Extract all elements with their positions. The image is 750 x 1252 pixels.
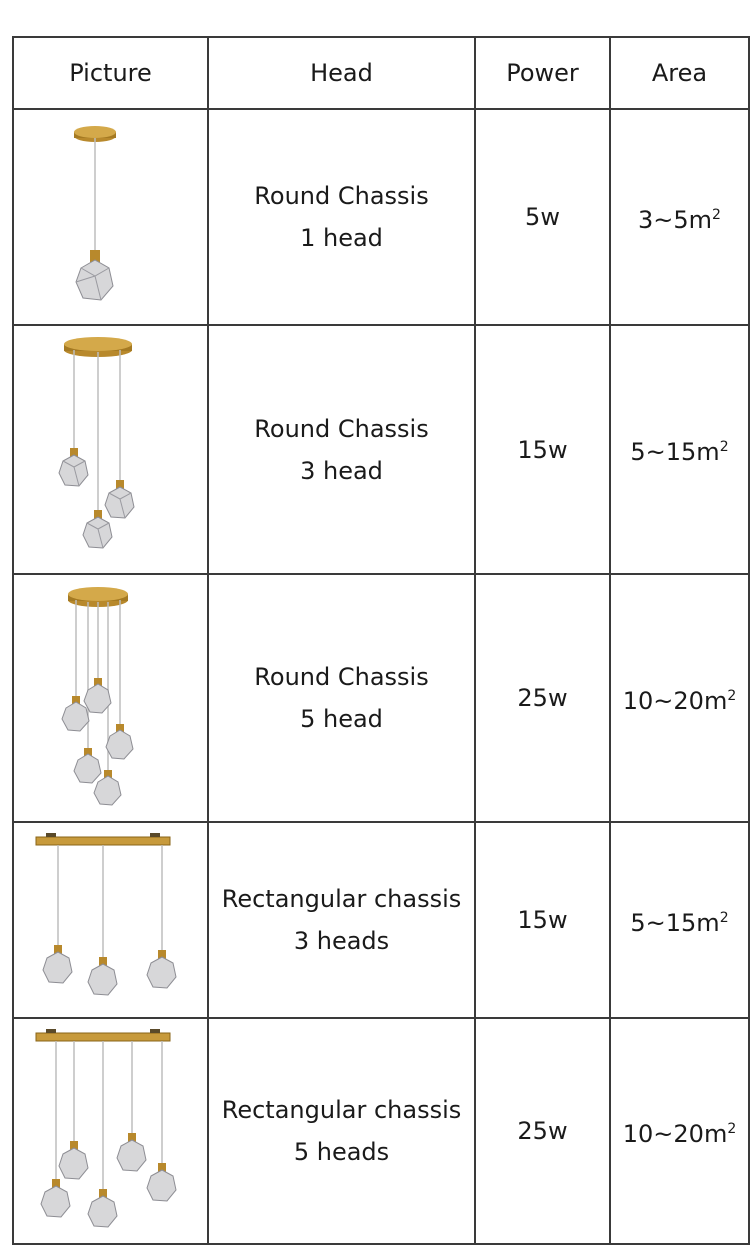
power-cell: 5w [475, 109, 610, 325]
header-head: Head [208, 37, 475, 109]
area-value: 3~5m [638, 205, 713, 234]
table-row [13, 109, 749, 325]
head-line-1: Round Chassis [254, 663, 429, 691]
round-chassis-5-head-pendant-image [16, 578, 206, 818]
head-line-2: 3 heads [293, 927, 390, 955]
area-value: 10~20m [622, 686, 728, 715]
power-cell: 25w [475, 1018, 610, 1244]
area-cell [610, 109, 749, 325]
table-row [13, 1018, 749, 1244]
area-unit-exponent: 2 [719, 439, 729, 455]
header-power: Power [475, 37, 610, 109]
area-value: 10~20m [622, 1119, 728, 1148]
head-line-1: Round Chassis [254, 414, 429, 443]
head-line-1: Rectangular chassis [221, 885, 462, 913]
power-cell: 15w [475, 822, 610, 1018]
area-unit-exponent: 2 [719, 909, 729, 926]
head-line-1: Rectangular chassis [221, 1096, 462, 1124]
head-cell [208, 109, 475, 325]
head-line-2: 5 heads [293, 1138, 390, 1166]
table-row [13, 822, 749, 1018]
picture-cell [13, 574, 208, 822]
header-picture: Picture [13, 37, 208, 109]
power-cell: 25w [475, 574, 610, 822]
table-row [13, 325, 749, 574]
area-value: 5~15m [630, 438, 720, 466]
rectangular-chassis-5-heads-pendant-image [16, 1021, 206, 1241]
head-cell [208, 1018, 475, 1244]
round-chassis-1-head-pendant-image [16, 112, 206, 322]
power-cell: 15w [475, 325, 610, 574]
header-row [13, 37, 749, 109]
head-line-1: Round Chassis [254, 182, 429, 210]
head-line-2: 5 head [300, 705, 383, 733]
area-value: 5~15m [630, 908, 720, 937]
area-unit-exponent: 2 [712, 206, 721, 223]
area-cell [610, 574, 749, 822]
picture-cell [13, 325, 208, 574]
head-line-2: 1 head [300, 224, 383, 252]
picture-cell [13, 822, 208, 1018]
head-cell [208, 822, 475, 1018]
table-row [13, 574, 749, 822]
area-unit-exponent: 2 [727, 687, 737, 704]
round-chassis-3-head-pendant-image [16, 330, 206, 570]
area-cell [610, 1018, 749, 1244]
spec-table [12, 36, 750, 1245]
head-line-2: 3 head [300, 456, 383, 485]
picture-cell [13, 1018, 208, 1244]
header-area: Area [610, 37, 749, 109]
head-cell [208, 325, 475, 574]
head-cell [208, 574, 475, 822]
rectangular-chassis-3-heads-pendant-image [16, 825, 206, 1015]
area-unit-exponent: 2 [727, 1120, 737, 1137]
area-cell [610, 822, 749, 1018]
picture-cell [13, 109, 208, 325]
area-cell [610, 325, 749, 574]
